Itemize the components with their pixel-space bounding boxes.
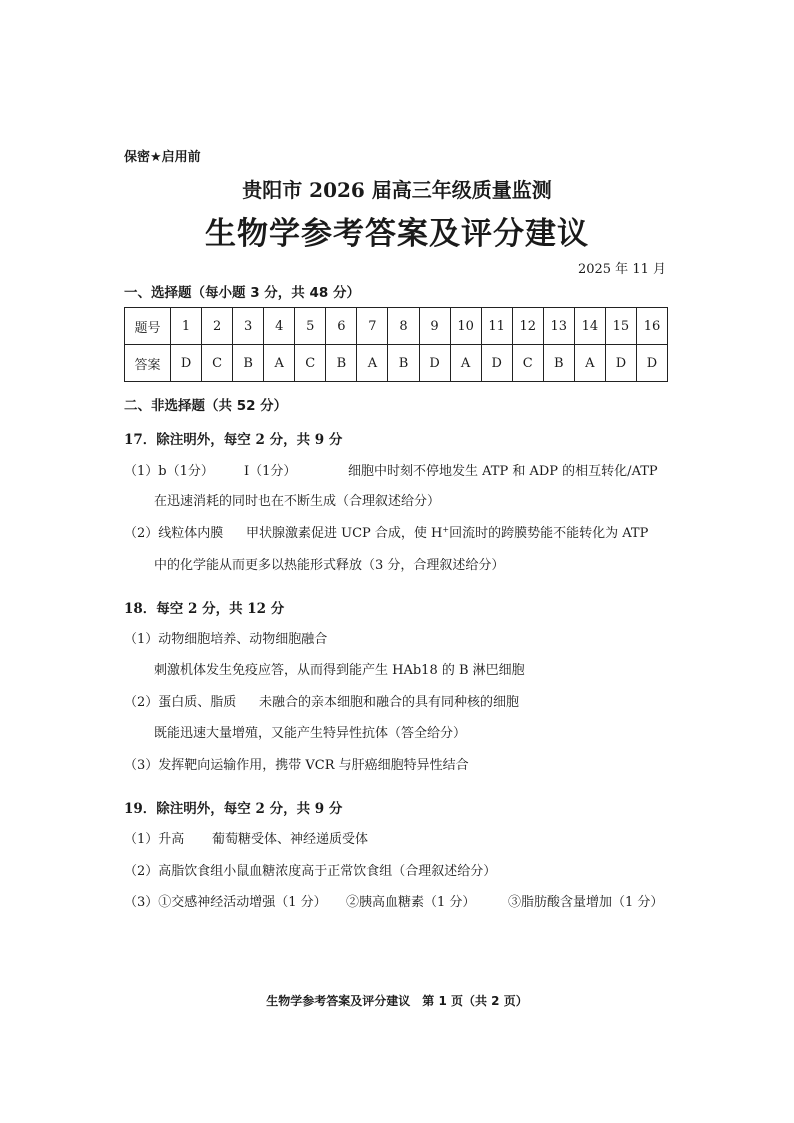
question-number: 12 [512, 308, 543, 345]
answer-cell: B [233, 345, 264, 382]
q18-p1-answer-a: （1）动物细胞培养、动物细胞融合 [124, 632, 328, 647]
q18-p1-answer-b: 刺激机体发生免疫应答，从而得到能产生 HAb18 的 B 淋巴细胞 [154, 663, 525, 678]
question-number: 6 [326, 308, 357, 345]
document-date: 2025 年 11 月 [577, 262, 666, 277]
question-number: 10 [450, 308, 481, 345]
answer-cell: A [450, 345, 481, 382]
answer-row [125, 345, 668, 382]
question-number: 2 [202, 308, 233, 345]
question-number: 4 [264, 308, 295, 345]
q17-p2-text-b: 甲状腺激素促进 UCP 合成，使 H [246, 526, 443, 541]
q19-heading: 19．除注明外，每空 2 分，共 9 分 [124, 801, 343, 817]
answer-cell: B [543, 345, 574, 382]
q19-p1-answer-a: （1）升高 [124, 832, 185, 847]
question-number: 7 [357, 308, 388, 345]
question-number: 3 [233, 308, 264, 345]
answer-cell: A [357, 345, 388, 382]
question-number: 16 [636, 308, 667, 345]
q17-heading: 17．除注明外，每空 2 分，共 9 分 [124, 432, 343, 448]
answer-cell: D [605, 345, 636, 382]
answer-cell: A [574, 345, 605, 382]
q18-p2-answer-a: （2）蛋白质、脂质 [124, 695, 237, 710]
q17-p1-answer-c: 细胞中时刻不停地发生 ATP 和 ADP 的相互转化/ATP [348, 464, 658, 479]
answer-cell: B [388, 345, 419, 382]
q17-p1-answer-a: （1）b（1分） [124, 464, 214, 479]
answer-cell: D [419, 345, 450, 382]
q17-p2-superscript: + [442, 525, 450, 534]
answer-cell: D [171, 345, 202, 382]
answer-cell: D [481, 345, 512, 382]
answer-cell: D [636, 345, 667, 382]
q18-p2-answer-c: 既能迅速大量增殖，又能产生特异性抗体（答全给分） [154, 726, 467, 741]
question-number: 11 [481, 308, 512, 345]
question-number-row [125, 308, 668, 345]
question-number: 9 [419, 308, 450, 345]
question-number: 15 [605, 308, 636, 345]
q19-p3-answer-a: （3）①交感神经活动增强（1 分） [124, 895, 327, 910]
document-title: 生物学参考答案及评分建议 [205, 216, 589, 252]
question-number: 8 [388, 308, 419, 345]
q17-p1-answer-d: 在迅速消耗的同时也在不断生成（合理叙述给分） [154, 494, 441, 509]
exam-title: 贵阳市 2026 届高三年级质量监测 [242, 178, 552, 202]
answer-row-label: 答案 [125, 345, 171, 382]
q17-p2-answer-a: （2）线粒体内膜 [124, 526, 224, 541]
question-number: 1 [171, 308, 202, 345]
confidential-label: 保密★启用前 [124, 150, 201, 165]
answer-cell: C [202, 345, 233, 382]
q19-p3-answer-c: ③脂肪酸含量增加（1 分） [508, 895, 664, 910]
page-footer: 生物学参考答案及评分建议 第 1 页（共 2 页） [266, 994, 528, 1008]
q19-p2-answer-a: （2）高脂饮食组小鼠血糖浓度高于正常饮食组（合理叙述给分） [124, 864, 497, 879]
answer-cell: A [264, 345, 295, 382]
q17-p1-answer-b: Ⅰ（1分） [244, 464, 297, 479]
section1-heading: 一、选择题（每小题 3 分，共 48 分） [124, 285, 360, 301]
question-number: 14 [574, 308, 605, 345]
q17-p2-answer-b [246, 522, 648, 541]
q18-p2-answer-b: 未融合的亲本细胞和融合的具有同种核的细胞 [259, 695, 520, 710]
question-row-label: 题号 [125, 308, 171, 345]
q17-p2-answer-d: 中的化学能从而更多以热能形式释放（3 分，合理叙述给分） [154, 558, 505, 573]
question-number: 5 [295, 308, 326, 345]
answer-cell: C [512, 345, 543, 382]
q18-p3-answer-a: （3）发挥靶向运输作用，携带 VCR 与肝癌细胞特异性结合 [124, 758, 469, 773]
q17-p2-text-c: 回流时的跨膜势能不能转化为 ATP [449, 526, 649, 541]
q19-p1-answer-b: 葡萄糖受体、神经递质受体 [212, 832, 369, 847]
answer-cell: C [295, 345, 326, 382]
section2-heading: 二、非选择题（共 52 分） [124, 398, 288, 414]
answer-cell: B [326, 345, 357, 382]
answer-table [124, 307, 668, 382]
q19-p3-answer-b: ②胰高血糖素（1 分） [346, 895, 476, 910]
question-number: 13 [543, 308, 574, 345]
q18-heading: 18．每空 2 分，共 12 分 [124, 601, 285, 617]
